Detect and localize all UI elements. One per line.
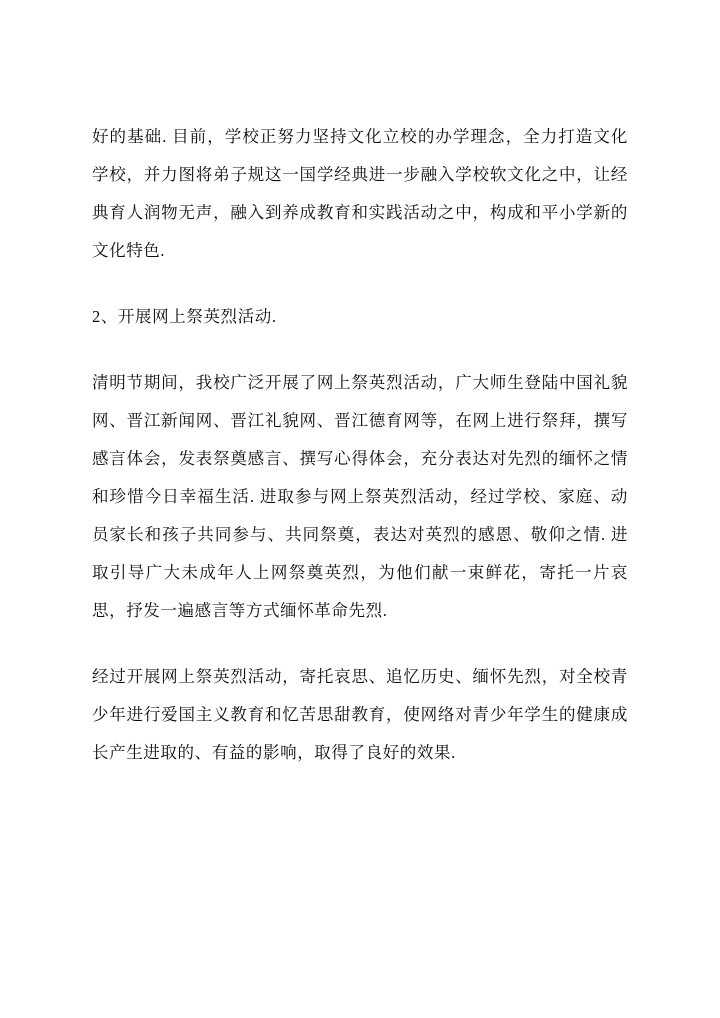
document-body: [92, 118, 628, 772]
paragraph-2-heading: 2、开展网上祭英烈活动.: [92, 307, 277, 326]
paragraph-1: 好的基础. 目前，学校正努力坚持文化立校的办学理念，全力打造文化学校，并力图将弟子规这一国学经典进一步融入学校软文化之中，让经典育人润物无声，融入到养成教育和实践活动之中，构成和平小学新的文化特色.: [92, 127, 628, 260]
paragraph-4: 经过开展网上祭英烈活动，寄托哀思、追忆历史、缅怀先烈，对全校青少年进行爱国主义教育和忆苦思甜教育，使网络对青少年学生的健康成长产生进取的、有益的影响，取得了良好的效果.: [92, 667, 628, 762]
paragraph-3: 清明节期间，我校广泛开展了网上祭英烈活动，广大师生登陆中国礼貌网、晋江新闻网、晋江礼貌网、晋江德育网等，在网上进行祭拜，撰写感言体会，发表祭奠感言、撰写心得体会，充分表达对先烈的缅怀之情和珍惜今日幸福生活. 进取参与网上祭英烈活动，经过学校、家庭、动员家长和孩子共同参与、共同祭奠，表达对英烈的感恩、敬仰之情. 进取引导广大未成年人上网祭奠英烈，为他们献一束鲜花，寄托一片哀思，抒发一遍感言等方式缅怀革命先烈.: [92, 373, 628, 620]
